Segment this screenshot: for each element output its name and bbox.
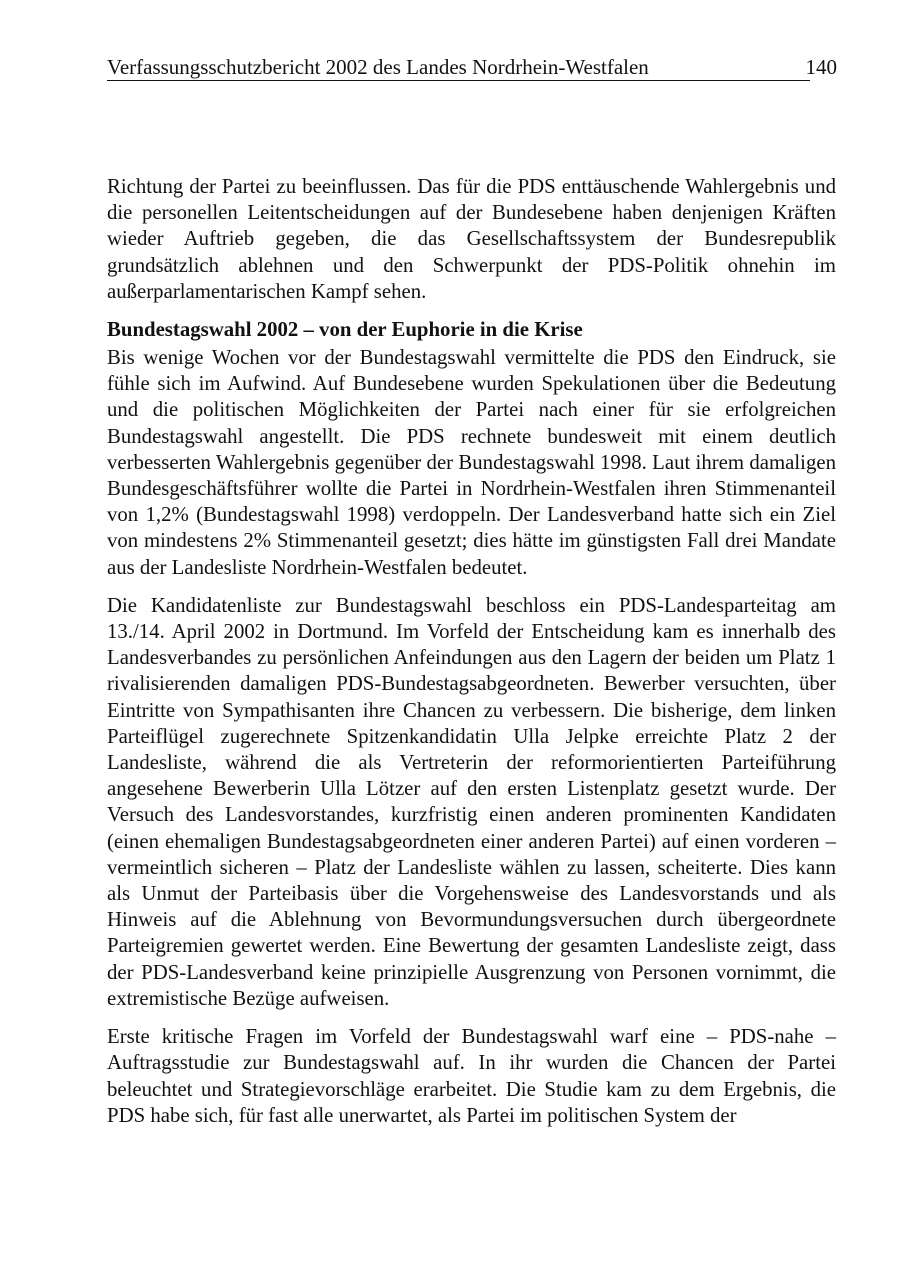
header-title: Verfassungsschutzbericht 2002 des Landes Nordrhein-Westfalen — [107, 55, 649, 79]
paragraph-2: Bis wenige Wochen vor der Bundestagswahl vermittelte die PDS den Eindruck, sie fühle sich im Aufwind. Auf Bundesebene wurden Spekulationen über die Bedeutung und die politischen Möglichkeiten der Partei nach einer für sie erfolgreichen Bundestagswahl angestellt. Die PDS rechnete bundesweit mit einem deutlich verbesserten Wahlergebnis gegenüber der Bundestagswahl 1998. Laut ihrem damaligen Bundesgeschäftsführer wollte die Partei in Nordrhein-Westfalen ihren Stimmenanteil von 1,2% (Bundestagswahl 1998) verdoppeln. Der Landesverband hatte sich ein Ziel von mindestens 2% Stimmenanteil gesetzt; dies hätte im günstigsten Fall drei Mandate aus der Landesliste Nordrhein-Westfalen bedeutet. — [107, 346, 836, 579]
body-text — [107, 174, 836, 1129]
section-heading: Bundestagswahl 2002 – von der Euphorie in die Krise — [107, 318, 583, 342]
header-divider — [107, 80, 810, 81]
page-number: 140 — [805, 55, 837, 79]
paragraph-3: Die Kandidatenliste zur Bundestagswahl beschloss ein PDS-Landesparteitag am 13./14. April 2002 in Dortmund. Im Vorfeld der Entscheidung kam es innerhalb des Landesverbandes zu persönlichen Anfeindungen aus den Lagern der beiden um Platz 1 rivalisierenden damaligen PDS-Bundestagsabgeordneten. Bewerber versuchten, über Eintritte von Sympathisanten ihre Chancen zu verbessern. Die bisherige, dem linken Parteiflügel zugerechnete Spitzenkandidatin Ulla Jelpke erreichte Platz 2 der Landesliste, während die als Vertreterin der reformorientierten Parteiführung angesehene Bewerberin Ulla Lötzer auf den ersten Listenplatz gesetzt wurde. Der Versuch des Landesvorstandes, kurzfristig einen anderen prominenten Kandidaten (einen ehemaligen Bundestagsabgeordneten einer anderen Partei) auf einen vorderen – vermeintlich sicheren – Platz der Landesliste wählen zu lassen, scheiterte. Dies kann als Unmut der Parteibasis über die Vorgehensweise des Landesvorstands und als Hinweis auf die Ablehnung von Bevormundungsversuchen durch übergeordnete Parteigremien gewertet werden. Eine Bewertung der gesamten Landesliste zeigt, dass der PDS-Landesverband keine prinzipielle Ausgrenzung von Personen vornimmt, die extremistische Bezüge aufweisen. — [107, 593, 836, 1010]
paragraph-4: Erste kritische Fragen im Vorfeld der Bundestagswahl warf eine – PDS-nahe – Auftragsstudie zur Bundestagswahl auf. In ihr wurden die Chancen der Partei beleuchtet und Strategievorschläge erarbeitet. Die Studie kam zu dem Ergebnis, die PDS habe sich, für fast alle unerwartet, als Partei im politischen System der — [107, 1025, 836, 1127]
paragraph-1: Richtung der Partei zu beeinflussen. Das für die PDS enttäuschende Wahlergebnis und die personellen Leitentscheidungen auf der Bundesebene haben denjenigen Kräften wieder Auftrieb gegeben, die das Gesellschaftssystem der Bundesrepublik grundsätzlich ablehnen und den Schwerpunkt der PDS-Politik ohnehin im außerparlamentarischen Kampf sehen. — [107, 175, 836, 303]
